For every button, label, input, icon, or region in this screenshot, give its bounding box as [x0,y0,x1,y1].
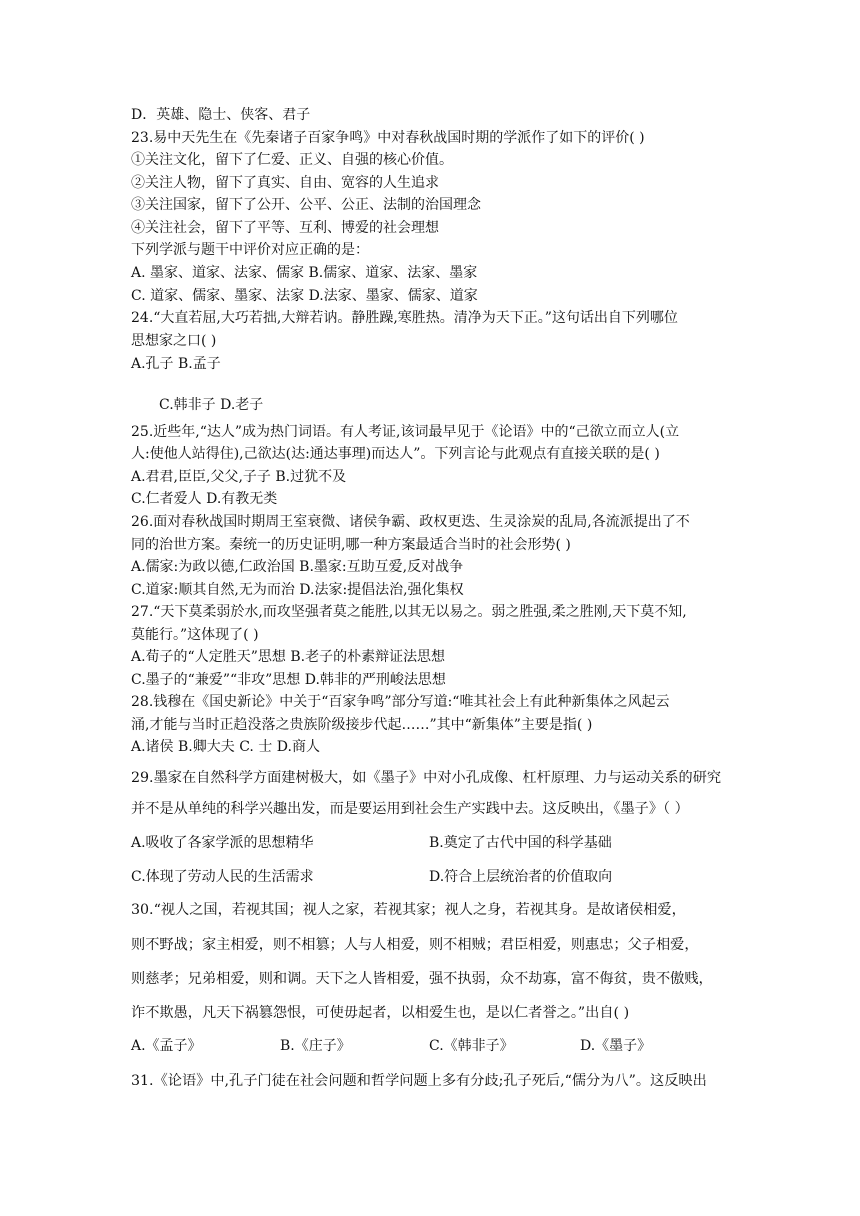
q27-options-ab: A.荀子的“人定胜天”思想 B.老子的朴素辩证法思想 [131,649,446,665]
q24-stem-line2: 思想家之口( ) [131,333,217,349]
q29-option-d: D.符合上层统治者的价值取向 [429,869,613,885]
q23-item-3: ③关注国家，留下了公开、公平、公正、法制的治国理念 [131,197,481,213]
q28-stem-line1: 28.钱穆在《国史新论》中关于“百家争鸣”部分写道:“唯其社会上有此种新集体之风起云 [131,694,670,710]
q25-options-cd: C.仁者爱人 D.有教无类 [131,491,278,507]
q24-options-cd: C.韩非子 D.老子 [159,397,264,413]
q25-stem-line1: 25.近些年,“达人”成为热门词语。有人考证,该词最早见于《论语》中的“己欲立而立人(立 [131,424,680,440]
q30-option-b: B.《庄子》 [280,1038,351,1054]
q25-options-ab: A.君君,臣臣,父父,子子 B.过犹不及 [131,469,347,485]
q26-stem-line1: 26.面对春秋战国时期周王室衰微、诸侯争霸、政权更迭、生灵涂炭的乱局,各流派提出了不 [131,514,690,530]
q22-option-d: D．英雄、隐士、侠客、君子 [131,107,311,123]
q23-options-cd: C. 道家、儒家、墨家、法家 D.法家、墨家、儒家、道家 [131,288,478,304]
q29-stem-line1: 29.墨家在自然科学方面建树极大，如《墨子》中对小孔成像、杠杆原理、力与运动关系的研究 [131,770,722,786]
q29-stem-line2: 并不是从单纯的科学兴趣出发，而是要运用到社会生产实践中去。这反映出，《墨子》（ ） [131,801,689,817]
q25-stem-line2: 人:使他人站得住),己欲达(达:通达事理)而达人”。下列言论与此观点有直接关联的是( ) [131,446,660,462]
q27-stem-line2: 莫能行。”这体现了( ) [131,627,259,643]
q23-item-1: ①关注文化，留下了仁爱、正义、自强的核心价值。 [131,152,453,168]
q29-option-c: C.体现了劳动人民的生活需求 [131,869,314,885]
q26-options-cd: C.道家:顺其自然,无为而治 D.法家:提倡法治,强化集权 [131,582,464,598]
q24-stem-line1: 24.“大直若屈,大巧若拙,大辩若讷。静胜躁,寒胜热。清净为天下正。”这句话出自下列哪位 [131,310,678,326]
q30-option-c: C.《韩非子》 [429,1038,514,1054]
q27-stem-line1: 27.“天下莫柔弱於水,而攻坚强者莫之能胜,以其无以易之。弱之胜强,柔之胜刚,天下莫不知, [131,604,687,620]
q23-item-2: ②关注人物，留下了真实、自由、宽容的人生追求 [131,175,439,191]
q23-stem: 23.易中天先生在《先秦诸子百家争鸣》中对春秋战国时期的学派作了如下的评价( ) [131,130,645,146]
q23-item-4: ④关注社会，留下了平等、互利、博爱的社会理想 [131,220,439,236]
q23-options-ab: A. 墨家、道家、法家、儒家 B.儒家、道家、法家、墨家 [131,265,478,281]
q30-option-d: D.《墨子》 [580,1038,652,1054]
q28-options: A.诸侯 B.卿大夫 C. 士 D.商人 [131,739,320,755]
q28-stem-line2: 涌,才能与当时正趋没落之贵族阶级接步代起……”其中“新集体”主要是指( ) [131,717,593,733]
q30-option-a: A.《孟子》 [131,1038,202,1054]
q26-stem-line2: 同的治世方案。秦统一的历史证明,哪一种方案最适合当时的社会形势( ) [131,537,571,553]
q30-stem-line3: 则慈孝；兄弟相爱，则和调。天下之人皆相爱，强不执弱，众不劫寡，富不侮贫，贵不傲贱， [131,971,713,987]
q29-option-b: B.奠定了古代中国的科学基础 [429,835,612,851]
q30-stem-line1: 30.“视人之国，若视其国；视人之家，若视其家；视人之身，若视其身。是故诸侯相爱， [131,902,686,918]
q30-stem-line4: 诈不欺愚，凡天下祸篡怨恨，可使毋起者，以相爱生也，是以仁者誉之。”出自( ) [131,1005,630,1021]
q31-stem-line1: 31.《论语》中,孔子门徒在社会问题和哲学问题上多有分歧;孔子死后,“儒分为八”。这反映出 [131,1073,707,1089]
q27-options-cd: C.墨子的“兼爱”“非攻”思想 D.韩非的严刑峻法思想 [131,672,446,688]
q24-options-ab: A.孔子 B.孟子 [131,356,221,372]
q29-option-a: A.吸收了各家学派的思想精华 [131,835,314,851]
q30-stem-line2: 则不野战；家主相爱，则不相篡；人与人相爱，则不相贼；君臣相爱，则惠忠；父子相爱， [131,937,699,953]
q26-options-ab: A.儒家:为政以德,仁政治国 B.墨家:互助互爱,反对战争 [131,559,464,575]
q23-prompt: 下列学派与题干中评价对应正确的是： [131,242,369,258]
